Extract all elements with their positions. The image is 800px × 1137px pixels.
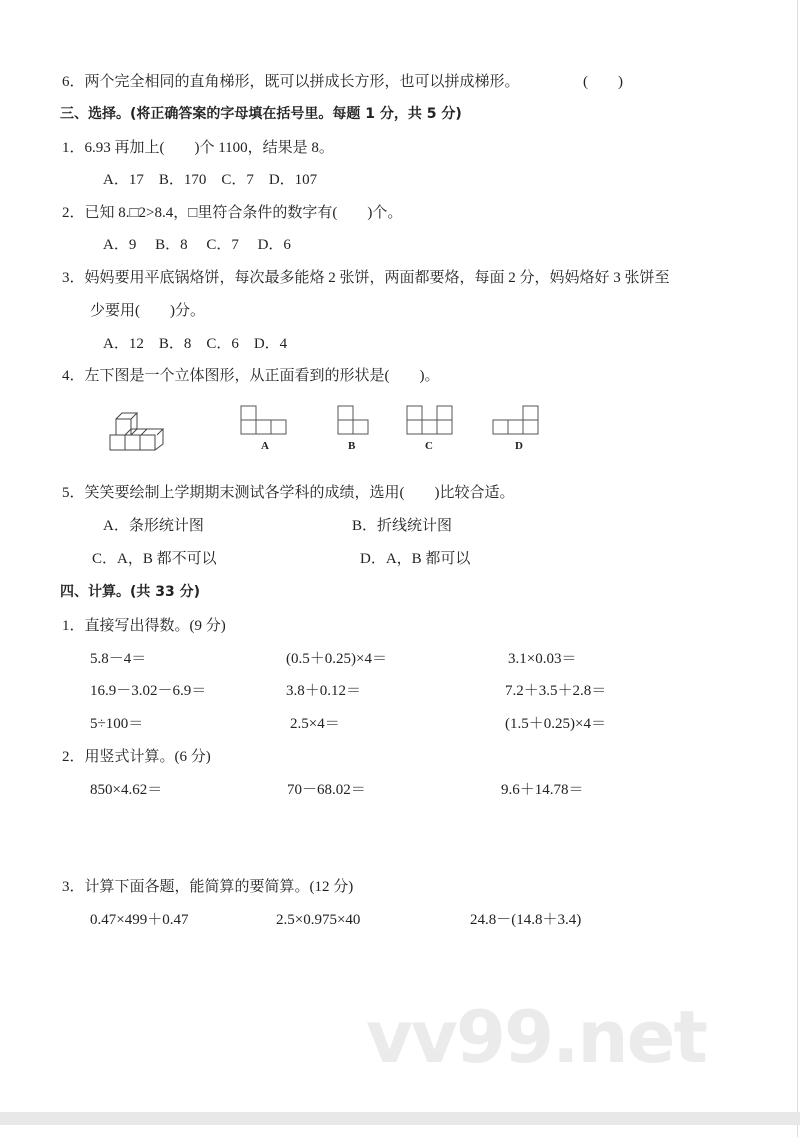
calc-item: (1.5＋0.25)×4＝ — [505, 716, 606, 732]
option-b-label: B — [348, 440, 356, 452]
option-c-view — [406, 405, 456, 437]
simplify-item: 0.47×499＋0.47 — [90, 912, 189, 928]
page-gap — [0, 1112, 800, 1125]
judge-question-6: 6．两个完全相同的直角梯形，既可以拼成长方形，也可以拼成梯形。 — [62, 74, 520, 90]
choice-question-1: 1．6.93 再加上( )个 1100，结果是 8。 — [62, 140, 334, 156]
simplify-item: 24.8－(14.8＋3.4) — [470, 912, 582, 928]
choice-options-3: A．12 B．8 C．6 D．4 — [103, 336, 288, 352]
choice-options-2: A．9 B．8 C．7 D．6 — [103, 237, 291, 253]
choice-option-5c: C．A，B 都不可以 — [92, 551, 217, 567]
section-4-title: 四、计算。(共 33 分) — [60, 584, 201, 600]
option-a-label: A — [261, 440, 269, 452]
section-3-title: 三、选择。(将正确答案的字母填在括号里。每题 1 分，共 5 分) — [60, 106, 462, 122]
vertical-calc-item: 850×4.62＝ — [90, 782, 163, 798]
option-d-label: D — [515, 440, 523, 452]
vertical-calc-item: 70－68.02＝ — [287, 782, 366, 798]
part-1-title: 1．直接写出得数。(9 分) — [62, 618, 226, 634]
part-2-title: 2．用竖式计算。(6 分) — [62, 749, 211, 765]
choice-question-2: 2．已知 8.□2>8.4，□里符合条件的数字有( )个。 — [62, 205, 403, 221]
choice-question-3: 3．妈妈要用平底锅烙饼，每次最多能烙 2 张饼，两面都要烙，每面 2 分，妈妈烙好 3 张饼至 — [62, 270, 670, 286]
calc-item: 2.5×4＝ — [290, 716, 340, 732]
answer-bracket: ( ) — [583, 74, 623, 90]
solid-figure — [108, 405, 178, 455]
choice-option-5b: B．折线统计图 — [352, 518, 453, 534]
choice-question-3-cont: 少要用( )分。 — [90, 303, 205, 319]
option-d-view — [492, 405, 542, 437]
calc-item: 7.2＋3.5＋2.8＝ — [505, 683, 607, 699]
calc-item: 5.8－4＝ — [90, 651, 147, 667]
next-page — [0, 1125, 798, 1137]
part-3-title: 3．计算下面各题，能简算的要简算。(12 分) — [62, 879, 354, 895]
choice-option-5d: D．A，B 都可以 — [360, 551, 471, 567]
option-b-view — [337, 405, 371, 437]
calc-item: 5÷100＝ — [90, 716, 144, 732]
calc-item: 3.8＋0.12＝ — [286, 683, 362, 699]
watermark: vv99.net — [366, 995, 706, 1079]
option-a-view — [240, 405, 290, 437]
option-c-label: C — [425, 440, 433, 452]
choice-question-4: 4．左下图是一个立体图形，从正面看到的形状是( )。 — [62, 368, 440, 384]
calc-item: 16.9－3.02－6.9＝ — [90, 683, 207, 699]
choice-question-5: 5．笑笑要绘制上学期期末测试各学科的成绩，选用( )比较合适。 — [62, 485, 515, 501]
simplify-item: 2.5×0.975×40 — [276, 912, 361, 928]
calc-item: (0.5＋0.25)×4＝ — [286, 651, 387, 667]
choice-options-1: A．17 B．170 C．7 D．107 — [103, 172, 318, 188]
calc-item: 3.1×0.03＝ — [508, 651, 577, 667]
vertical-calc-item: 9.6＋14.78＝ — [501, 782, 584, 798]
choice-option-5a: A．条形统计图 — [103, 518, 204, 534]
